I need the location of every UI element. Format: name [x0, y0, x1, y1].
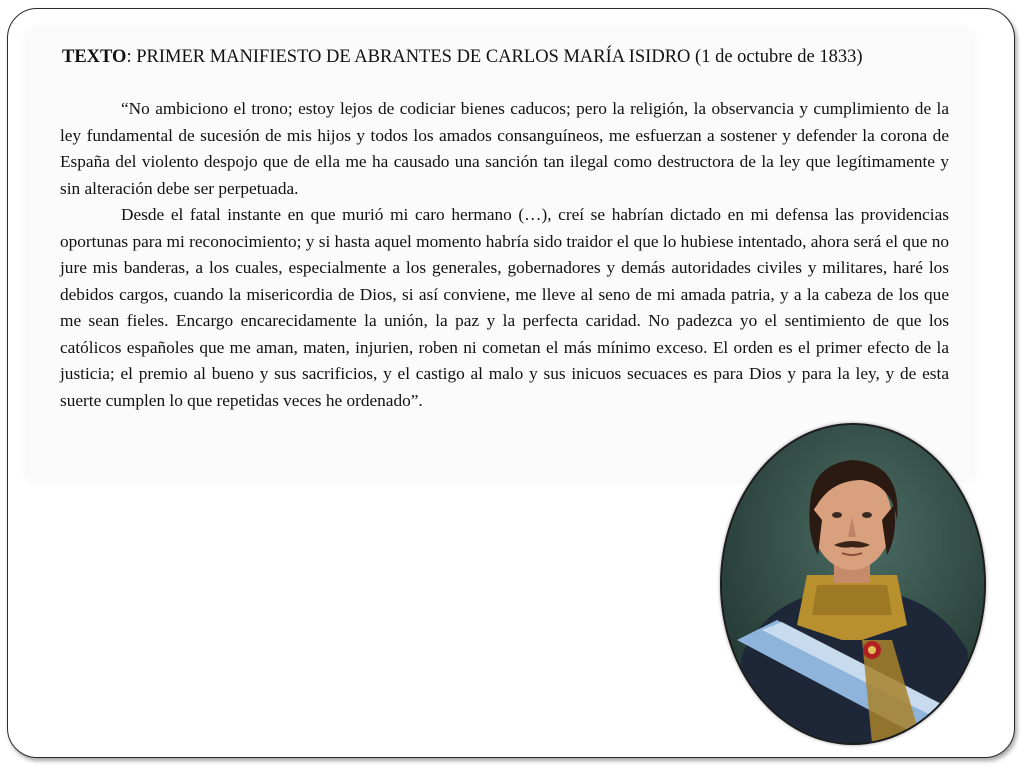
portrait-image: [720, 423, 986, 745]
paragraph-2: Desde el fatal instante en que murió mi caro hermano (…), creí se habrían dictado en mi defensa las providencias oportunas para mi reconocimiento; y si hasta aquel momento habría sido traidor el que lo hubiese intentado, ahora será el que no jure mis banderas, a los cuales, especialmente a los generales, gobernadores y demás autoridades civiles y militares, haré los debidos cargos, cuando la misericordia de Dios, si así conviene, me lleve al seno de mi amada patria, y a la cabeza de los que me sean fieles. Encargo encarecidamente la unión, la paz y la perfecta caridad. No padezca yo el sentimiento de que los católicos españoles que me aman, maten, injurien, roben ni cometan el más mínimo exceso. El orden es el primer efecto de la justicia; el premio al bueno y sus sacrificios, y el castigo al malo y sus inicuos secuaces es para Dios y para la ley, y de esta suerte cumplen lo que repetidas veces he ordenado”.: [60, 205, 949, 410]
portrait-illustration: [722, 425, 984, 743]
title-label: TEXTO: [62, 47, 127, 67]
paragraph-1: “No ambiciono el trono; estoy lejos de codiciar bienes caducos; pero la religión, la observancia y cumplimiento de la ley fundamental de sucesión de mis hijos y todos los amados consanguíneos, me esfuerzan a sostener y defender la corona de España del violento despojo que de ella me ha causado una sanción tan ilegal como destructora de la ley que legítimamente y sin alteración debe ser perpetuada.: [60, 99, 949, 198]
title-text: : PRIMER MANIFIESTO DE ABRANTES DE CARLOS MARÍA ISIDRO (1 de octubre de 1833): [126, 47, 863, 67]
document-title: [62, 44, 962, 70]
manifesto-text: [60, 96, 949, 414]
